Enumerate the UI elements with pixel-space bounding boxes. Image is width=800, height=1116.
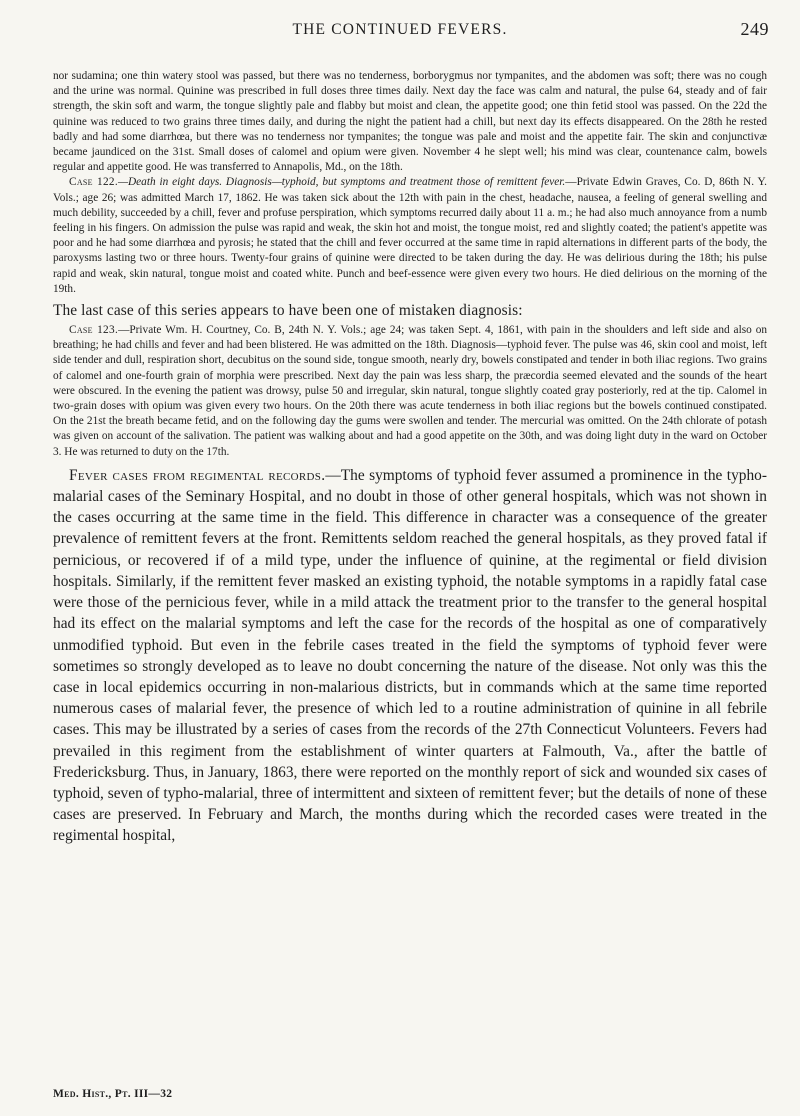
lead-sentence: The last case of this series appears to have been one of mistaken diagnosis: <box>53 302 523 320</box>
paragraph-regimental-records <box>53 465 767 847</box>
paragraph-text: —Private Edwin Graves, Co. D, 86th N. Y. Vols.; age 26; was admitted March 17, 1862. He was taken sick about the 12th with pain in the chest, headache, nausea, a feeling of general swelling and much debility, succeeded by a chill, fever and profuse perspiration, which symptoms recurred daily about 11 a. m.; he had also much annoyance from a numb feeling in his fingers. On admission the pulse was rapid and weak, the skin hot and moist, the tongue moist, red and slightly coated; the patient's appetite was poor and he had some diarrhœa and pyrosis; he stated that the chill and fever occurred at the same time in rapid alternations in different parts of the body, the paroxysms lasting two or three hours. Twenty-four grains of quinine were directed to be taken during the day. He was delirious during the 18th; his pulse rapid and weak, skin natural, tongue moist and coated white. Punch and beef-essence were given every two hours. He died delirious on the morning of the 19th. <box>53 176 767 295</box>
paragraph-case-122 <box>53 175 767 297</box>
page-body <box>53 69 767 847</box>
paragraph-text: nor sudamina; one thin watery stool was passed, but there was no tenderness, borborygmus nor tympanites, and the abdomen was soft; there was no cough and the urine was normal. Quinine was prescribed in full doses three times daily. Next day the face was calm and natural, the pulse 64, steady and of fair strength, the skin soft and warm, the tongue slightly pale and flabby but moist and clean, the appetite good; one thin fetid stool was passed. On the 22d the quinine was reduced to two grains three times daily, and during the night the patient had a chill, but next day its effects disappeared. On the 28th he rested badly and had some diarrhœa, but there was no tenderness nor tympanites; the tongue was pale and moist and the appetite fair. The skin and conjunctivæ became jaundiced on the 31st. Small doses of calomel and opium were given. November 4 he slept well; his mind was clear, countenance calm, bowels regular and appetite good. He was transferred to Annapolis, Md., on the 18th. <box>53 70 767 174</box>
page-header <box>0 19 800 47</box>
paragraph-continuation <box>53 69 767 175</box>
page-number: 249 <box>740 19 769 39</box>
section-heading: Fever cases from regimental records. <box>69 466 326 484</box>
running-title: THE CONTINUED FEVERS. <box>292 21 508 38</box>
case-label: Case 123. <box>69 324 119 337</box>
case-label: Case 122. <box>69 176 118 189</box>
paragraph-text: —The symptoms of typhoid fever assumed a prominence in the typho-malarial cases of the Seminary Hospital, and no doubt in those of other general hospitals, which was not shown in the cases occurring at the same time in the field. This difference in character was a consequence of the greater prevalence of remittent fevers at the front. Remittents seldom reached the general hospitals, as they proved fatal if pernicious, or recovered if of a mild type, under the influence of quinine, at the regimental or field division hospitals. Similarly, if the remittent fever masked an existing typhoid, the notable symptoms in a rapidly fatal case were those of the pernicious fever, while in a mild attack the treatment prior to the transfer to the general hospital had its effect on the malarial symptoms and left the case for the records of the hospital as one of comparatively unmodified typhoid. But even in the febrile cases treated in the field the symptoms of typhoid fever were sometimes so strongly developed as to leave no doubt concerning the nature of the disease. Not only was this the case in local epidemics occurring in non-malarious districts, but in commands which at the same time reported numerous cases of malarial fever, the presence of which led to a routine administration of quinine in all febrile cases. This may be illustrated by a series of cases from the records of the 27th Connecticut Volunteers. Fevers had prevailed in this regiment from the establishment of winter quarters at Falmouth, Va., after the battle of Fredericksburg. Thus, in January, 1863, there were reported on the monthly report of sick and wounded six cases of typhoid, seven of typho-malarial, three of intermittent and sixteen of remittent fever; but the details of none of these cases are preserved. In February and March, the months during which the recorded cases were treated in the regimental hospital, <box>53 466 767 845</box>
signature-mark: Med. Hist., Pt. III—32 <box>53 1088 173 1100</box>
case-summary: —Death in eight days. Diagnosis—typhoid, but symptoms and treatment those of remittent fever. <box>117 176 566 189</box>
paragraph-case-123 <box>53 323 767 460</box>
paragraph-text: —Private Wm. H. Courtney, Co. B, 24th N. Y. Vols.; age 24; was taken Sept. 4, 1861, with pain in the shoulders and left side and also on breathing; he had chills and fever and had been blistered. He was admitted on the 18th. Diagnosis—typhoid fever. The pulse was 46, skin cool and moist, left side tender and dull, respiration short, decubitus on the sound side, tongue smooth, nearly dry, bowels constipated and tender in both iliac regions. Two grains of calomel and one-fourth grain of morphia were prescribed. Next day the pain was less sharp, the præcordia seemed elevated and the sounds of the heart were obscured. In the evening the patient was drowsy, pulse 50 and irregular, skin natural, tongue slightly coated gray posteriorly, red at the tip. Calomel in two-grain doses with opium was given every two hours. On the 20th there was acute tenderness in both iliac regions but the bowels continued constipated. On the 21st the breath became fetid, and on the following day the gums were swollen and tender. The mercurial was omitted. On the 24th chlorate of potash was given on account of the salivation. The patient was walking about and had a good appetite on the 30th, and was doing light duty in the ward on October 3. He was returned to duty on the 17th. <box>53 324 767 458</box>
